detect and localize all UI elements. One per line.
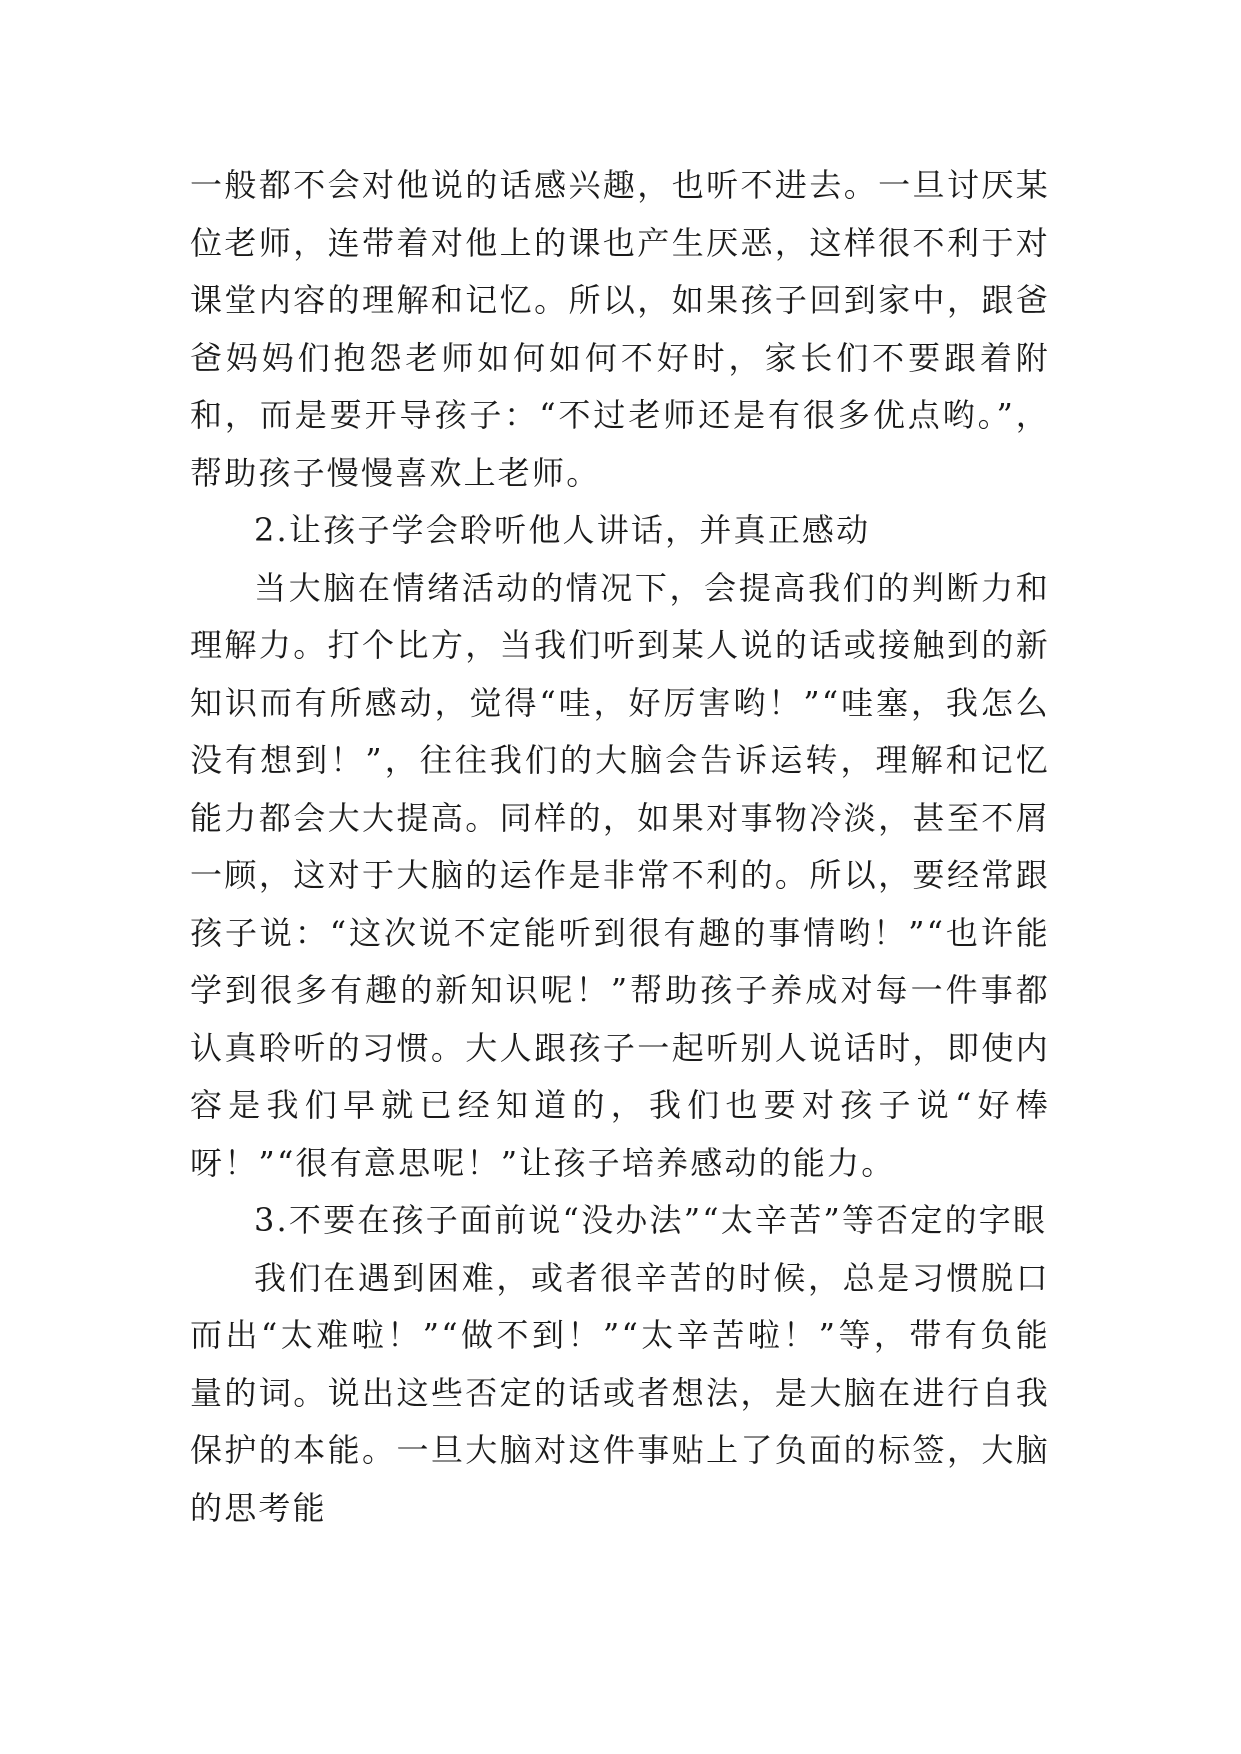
paragraph-section-2: 当大脑在情绪活动的情况下，会提高我们的判断力和理解力。打个比方，当我们听到某人说的话或接触到的新知识而有所感动，觉得“哇，好厉害哟！”“哇塞，我怎么没有想到！”，往往我们的大脑会告诉运转，理解和记忆能力都会大大提高。同样的，如果对事物冷淡，甚至不屑一顾，这对于大脑的运作是非常不利的。所以，要经常跟孩子说：“这次说不定能听到很有趣的事情哟！”“也许能学到很多有趣的新知识呢！”帮助孩子养成对每一件事都认真聆听的习惯。大人跟孩子一起听别人说话时，即使内容是我们早就已经知道的，我们也要对孩子说“好棒呀！”“很有意思呢！”让孩子培养感动的能力。 xyxy=(190,568,1050,1182)
section-heading-3: 3.不要在孩子面前说“没办法”“太辛苦”等否定的字眼 xyxy=(254,1201,1048,1239)
document-body xyxy=(190,157,1050,1537)
paragraph-continued: 一般都不会对他说的话感兴趣，也听不进去。一旦讨厌某位老师，连带着对他上的课也产生厌恶，这样很不利于对课堂内容的理解和记忆。所以，如果孩子回到家中，跟爸爸妈妈们抱怨老师如何如何不好时，家长们不要跟着附和，而是要开导孩子：“不过老师还是有很多优点哟。”，帮助孩子慢慢喜欢上老师。 xyxy=(190,166,1050,492)
section-heading-2: 2.让孩子学会聆听他人讲话，并真正感动 xyxy=(254,511,871,549)
paragraph-section-3: 我们在遇到困难，或者很辛苦的时候，总是习惯脱口而出“太难啦！”“做不到！”“太辛苦啦！”等，带有负能量的词。说出这些否定的话或者想法，是大脑在进行自我保护的本能。一旦大脑对这件事贴上了负面的标签，大脑的思考能 xyxy=(190,1258,1050,1527)
